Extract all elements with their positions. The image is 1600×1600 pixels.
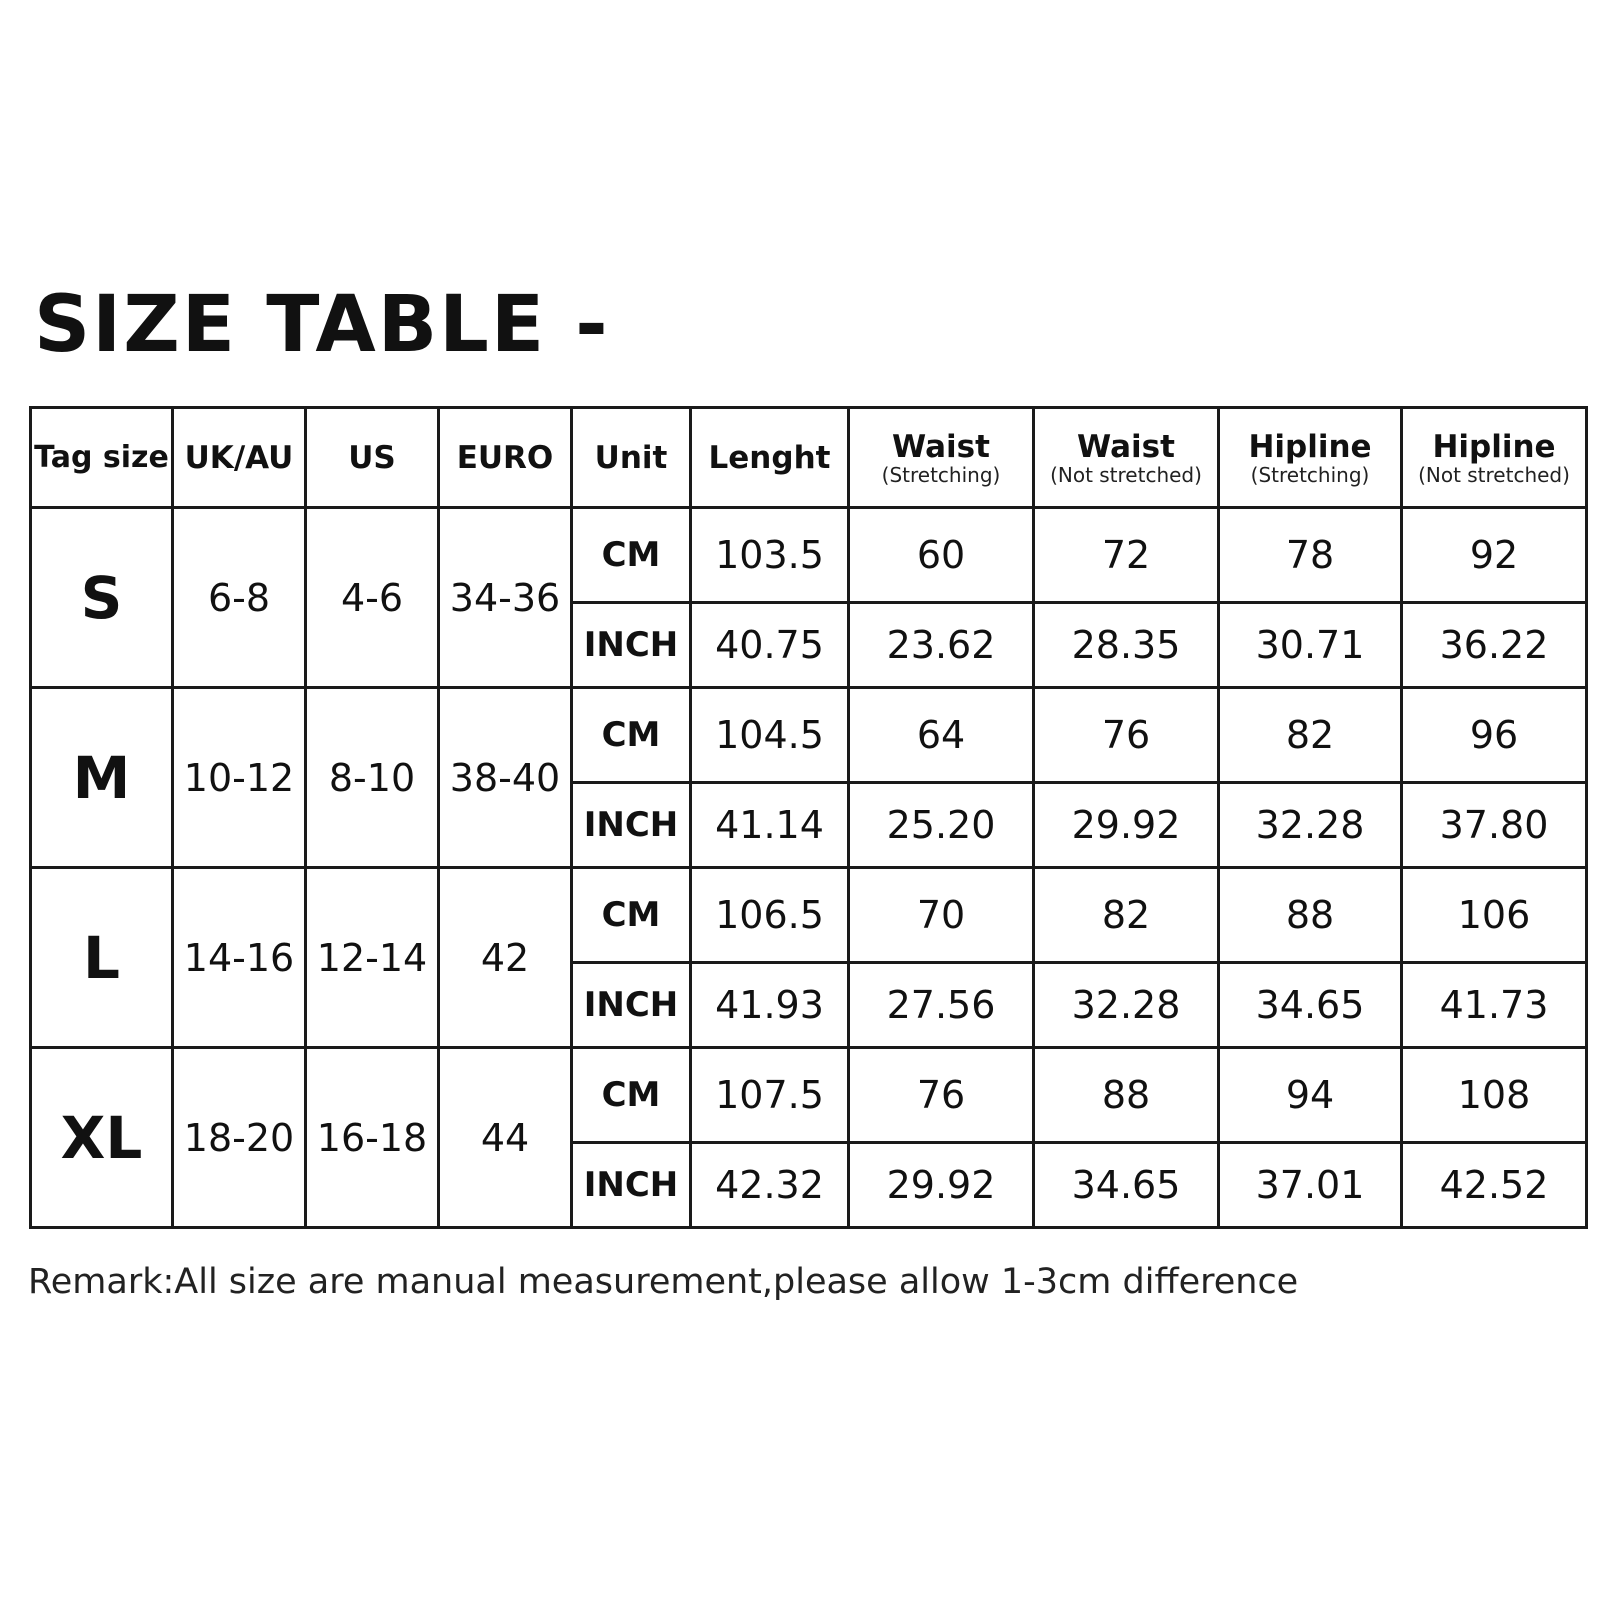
waist-not-stretched-cell: 28.35 — [1034, 603, 1219, 688]
hipline-not-stretched-cell: 92 — [1402, 508, 1587, 603]
table-row — [31, 1048, 1587, 1143]
tag-size-cell: L — [31, 868, 173, 1048]
header-tag-size: Tag size — [31, 408, 173, 508]
length-cell: 103.5 — [691, 508, 849, 603]
header-unit: Unit — [572, 408, 691, 508]
header-hipline-stretching: Hipline (Stretching) — [1219, 408, 1402, 508]
unit-cell: INCH — [572, 603, 691, 688]
header-length: Lenght — [691, 408, 849, 508]
hipline-not-stretched-cell: 42.52 — [1402, 1143, 1587, 1228]
hipline-not-stretched-cell: 96 — [1402, 688, 1587, 783]
us-cell: 16-18 — [306, 1048, 439, 1228]
unit-cell: CM — [572, 1048, 691, 1143]
hipline-stretching-cell: 88 — [1219, 868, 1402, 963]
hipline-stretching-cell: 78 — [1219, 508, 1402, 603]
waist-stretching-cell: 29.92 — [849, 1143, 1034, 1228]
table-row — [31, 868, 1587, 963]
hipline-not-stretched-cell: 106 — [1402, 868, 1587, 963]
tag-size-cell: XL — [31, 1048, 173, 1228]
euro-cell: 34-36 — [439, 508, 572, 688]
uk-au-cell: 18-20 — [173, 1048, 306, 1228]
table-header-row — [31, 408, 1587, 508]
waist-not-stretched-cell: 34.65 — [1034, 1143, 1219, 1228]
waist-not-stretched-cell: 82 — [1034, 868, 1219, 963]
tag-size-cell: S — [31, 508, 173, 688]
hipline-not-stretched-cell: 108 — [1402, 1048, 1587, 1143]
header-us: US — [306, 408, 439, 508]
us-cell: 4-6 — [306, 508, 439, 688]
size-table — [29, 406, 1588, 1229]
waist-stretching-cell: 25.20 — [849, 783, 1034, 868]
hipline-stretching-cell: 34.65 — [1219, 963, 1402, 1048]
header-euro: EURO — [439, 408, 572, 508]
waist-not-stretched-cell: 72 — [1034, 508, 1219, 603]
hipline-stretching-cell: 94 — [1219, 1048, 1402, 1143]
euro-cell: 44 — [439, 1048, 572, 1228]
header-waist-stretching: Waist (Stretching) — [849, 408, 1034, 508]
waist-stretching-cell: 64 — [849, 688, 1034, 783]
unit-cell: CM — [572, 688, 691, 783]
hipline-not-stretched-cell: 37.80 — [1402, 783, 1587, 868]
header-hipline-not-stretched: Hipline (Not stretched) — [1402, 408, 1587, 508]
hipline-stretching-cell: 37.01 — [1219, 1143, 1402, 1228]
waist-stretching-cell: 60 — [849, 508, 1034, 603]
waist-not-stretched-cell: 29.92 — [1034, 783, 1219, 868]
length-cell: 41.93 — [691, 963, 849, 1048]
tag-size-cell: M — [31, 688, 173, 868]
waist-stretching-cell: 27.56 — [849, 963, 1034, 1048]
length-cell: 107.5 — [691, 1048, 849, 1143]
header-waist-not-stretched: Waist (Not stretched) — [1034, 408, 1219, 508]
hipline-stretching-cell: 32.28 — [1219, 783, 1402, 868]
table-row — [31, 688, 1587, 783]
uk-au-cell: 6-8 — [173, 508, 306, 688]
unit-cell: INCH — [572, 783, 691, 868]
uk-au-cell: 14-16 — [173, 868, 306, 1048]
hipline-stretching-cell: 30.71 — [1219, 603, 1402, 688]
waist-not-stretched-cell: 76 — [1034, 688, 1219, 783]
waist-stretching-cell: 70 — [849, 868, 1034, 963]
euro-cell: 38-40 — [439, 688, 572, 868]
header-uk-au: UK/AU — [173, 408, 306, 508]
waist-stretching-cell: 23.62 — [849, 603, 1034, 688]
length-cell: 104.5 — [691, 688, 849, 783]
length-cell: 40.75 — [691, 603, 849, 688]
hipline-stretching-cell: 82 — [1219, 688, 1402, 783]
page-title: SIZE TABLE - — [34, 280, 610, 370]
waist-not-stretched-cell: 32.28 — [1034, 963, 1219, 1048]
unit-cell: CM — [572, 508, 691, 603]
table-row — [31, 508, 1587, 603]
length-cell: 106.5 — [691, 868, 849, 963]
euro-cell: 42 — [439, 868, 572, 1048]
hipline-not-stretched-cell: 41.73 — [1402, 963, 1587, 1048]
waist-stretching-cell: 76 — [849, 1048, 1034, 1143]
hipline-not-stretched-cell: 36.22 — [1402, 603, 1587, 688]
length-cell: 42.32 — [691, 1143, 849, 1228]
us-cell: 8-10 — [306, 688, 439, 868]
unit-cell: INCH — [572, 1143, 691, 1228]
waist-not-stretched-cell: 88 — [1034, 1048, 1219, 1143]
us-cell: 12-14 — [306, 868, 439, 1048]
length-cell: 41.14 — [691, 783, 849, 868]
unit-cell: INCH — [572, 963, 691, 1048]
remark-note: Remark:All size are manual measurement,please allow 1-3cm difference — [28, 1262, 1299, 1302]
uk-au-cell: 10-12 — [173, 688, 306, 868]
unit-cell: CM — [572, 868, 691, 963]
